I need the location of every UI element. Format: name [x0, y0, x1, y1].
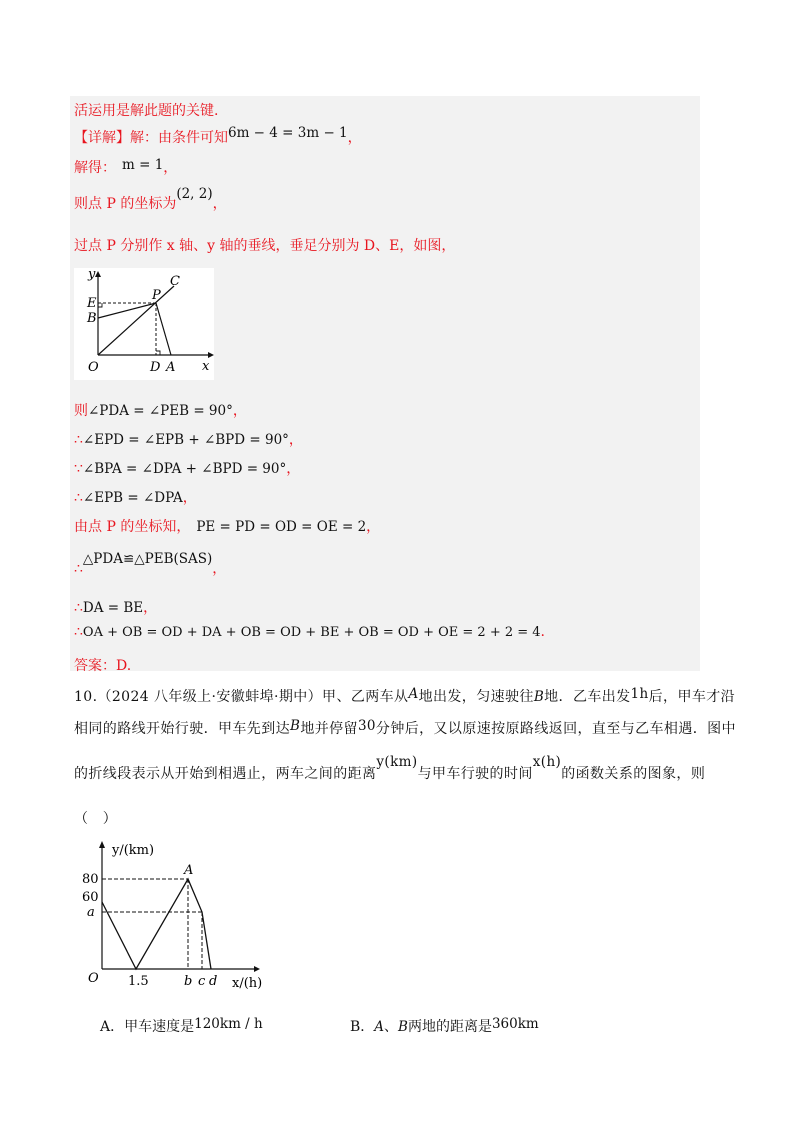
solution-line-1: 活运用是解此题的关键. [74, 103, 219, 119]
function-graph [74, 832, 274, 997]
answer-line: 答案：D. [74, 658, 132, 674]
label-b: B [87, 311, 97, 326]
origin-label: O [88, 971, 99, 986]
graph-line [102, 879, 211, 969]
solution-line-3: 解得： m = 1， [74, 157, 178, 176]
solution-line-6: 则∠PDA = ∠PEB = 90°， [74, 403, 247, 419]
point-a-label: A [184, 863, 194, 878]
label-e: E [87, 296, 97, 311]
solution-line-4: 则点 P 的坐标为(2, 2)， [74, 186, 227, 212]
ylabel: y/(km) [112, 843, 155, 858]
xlabel: x/(h) [232, 976, 263, 991]
solution-line-9: ∴∠EPB = ∠DPA， [74, 490, 197, 506]
solution-line-5: 过点 P 分别作 x 轴、y 轴的垂线，垂足分别为 D、E，如图， [74, 238, 456, 254]
label-y: y [88, 268, 96, 282]
tick-1-5: 1.5 [128, 974, 149, 989]
solution-line-8: ∵∠BPA = ∠DPA + ∠BPD = 90°， [74, 461, 301, 477]
tick-d: d [209, 974, 218, 989]
tick-60: 60 [82, 890, 99, 905]
label-c: C [170, 274, 180, 289]
coordinate-figure [74, 268, 214, 380]
y-axis-arrow [99, 841, 105, 848]
tick-80: 80 [82, 872, 99, 887]
detail-label: 【详解】 [74, 130, 130, 146]
label-d: D [150, 360, 161, 375]
option-a[interactable]: A．甲车速度是120km / h [100, 1016, 263, 1035]
solution-line-10: 由点 P 的坐标知， PE = PD = OD = OE = 2， [74, 519, 381, 535]
tick-c: c [198, 974, 206, 989]
solution-panel [70, 96, 700, 671]
question-line-2: 相同的路线开始行驶．甲车先到达B地并停留30分钟后，又以原速按原路线返回，直至与乙车相遇．图中 [74, 718, 736, 737]
label-x: x [202, 359, 210, 374]
solution-line-2: 【详解】解：由条件可知6m − 4 = 3m − 1， [74, 125, 362, 146]
solution-line-7: ∴∠EPD = ∠EPB + ∠BPD = 90°， [74, 432, 303, 448]
x-axis-arrow [254, 966, 260, 972]
solution-line-12: ∴DA = BE， [74, 600, 158, 616]
label-o: O [88, 360, 99, 375]
question-line-3: 的折线段表示从开始到相遇止，两车之间的距离y(km)与甲车行驶的时间x(h)的函数关系的图象，则 [74, 754, 706, 782]
solution-line-11: ∴△PDA≌△PEB(SAS)， [74, 551, 227, 577]
label-a: A [166, 360, 176, 375]
question-line-1: 10.（2024 八年级上·安徽蚌埠·期中）甲、乙两车从A地出发，匀速驶往B地．乙车出发1h后，甲车才沿 [74, 686, 736, 705]
tick-a: a [87, 905, 95, 920]
question-line-4: （ ） [74, 811, 118, 827]
solution-line-13: ∴OA + OB = OD + DA + OB = OD + BE + OB = OD + OE = 2 + 2 = 4. [74, 624, 545, 640]
label-p: P [152, 288, 161, 303]
tick-b: b [184, 974, 193, 989]
option-b[interactable]: B．A、B两地的距离是360km [350, 1016, 539, 1035]
